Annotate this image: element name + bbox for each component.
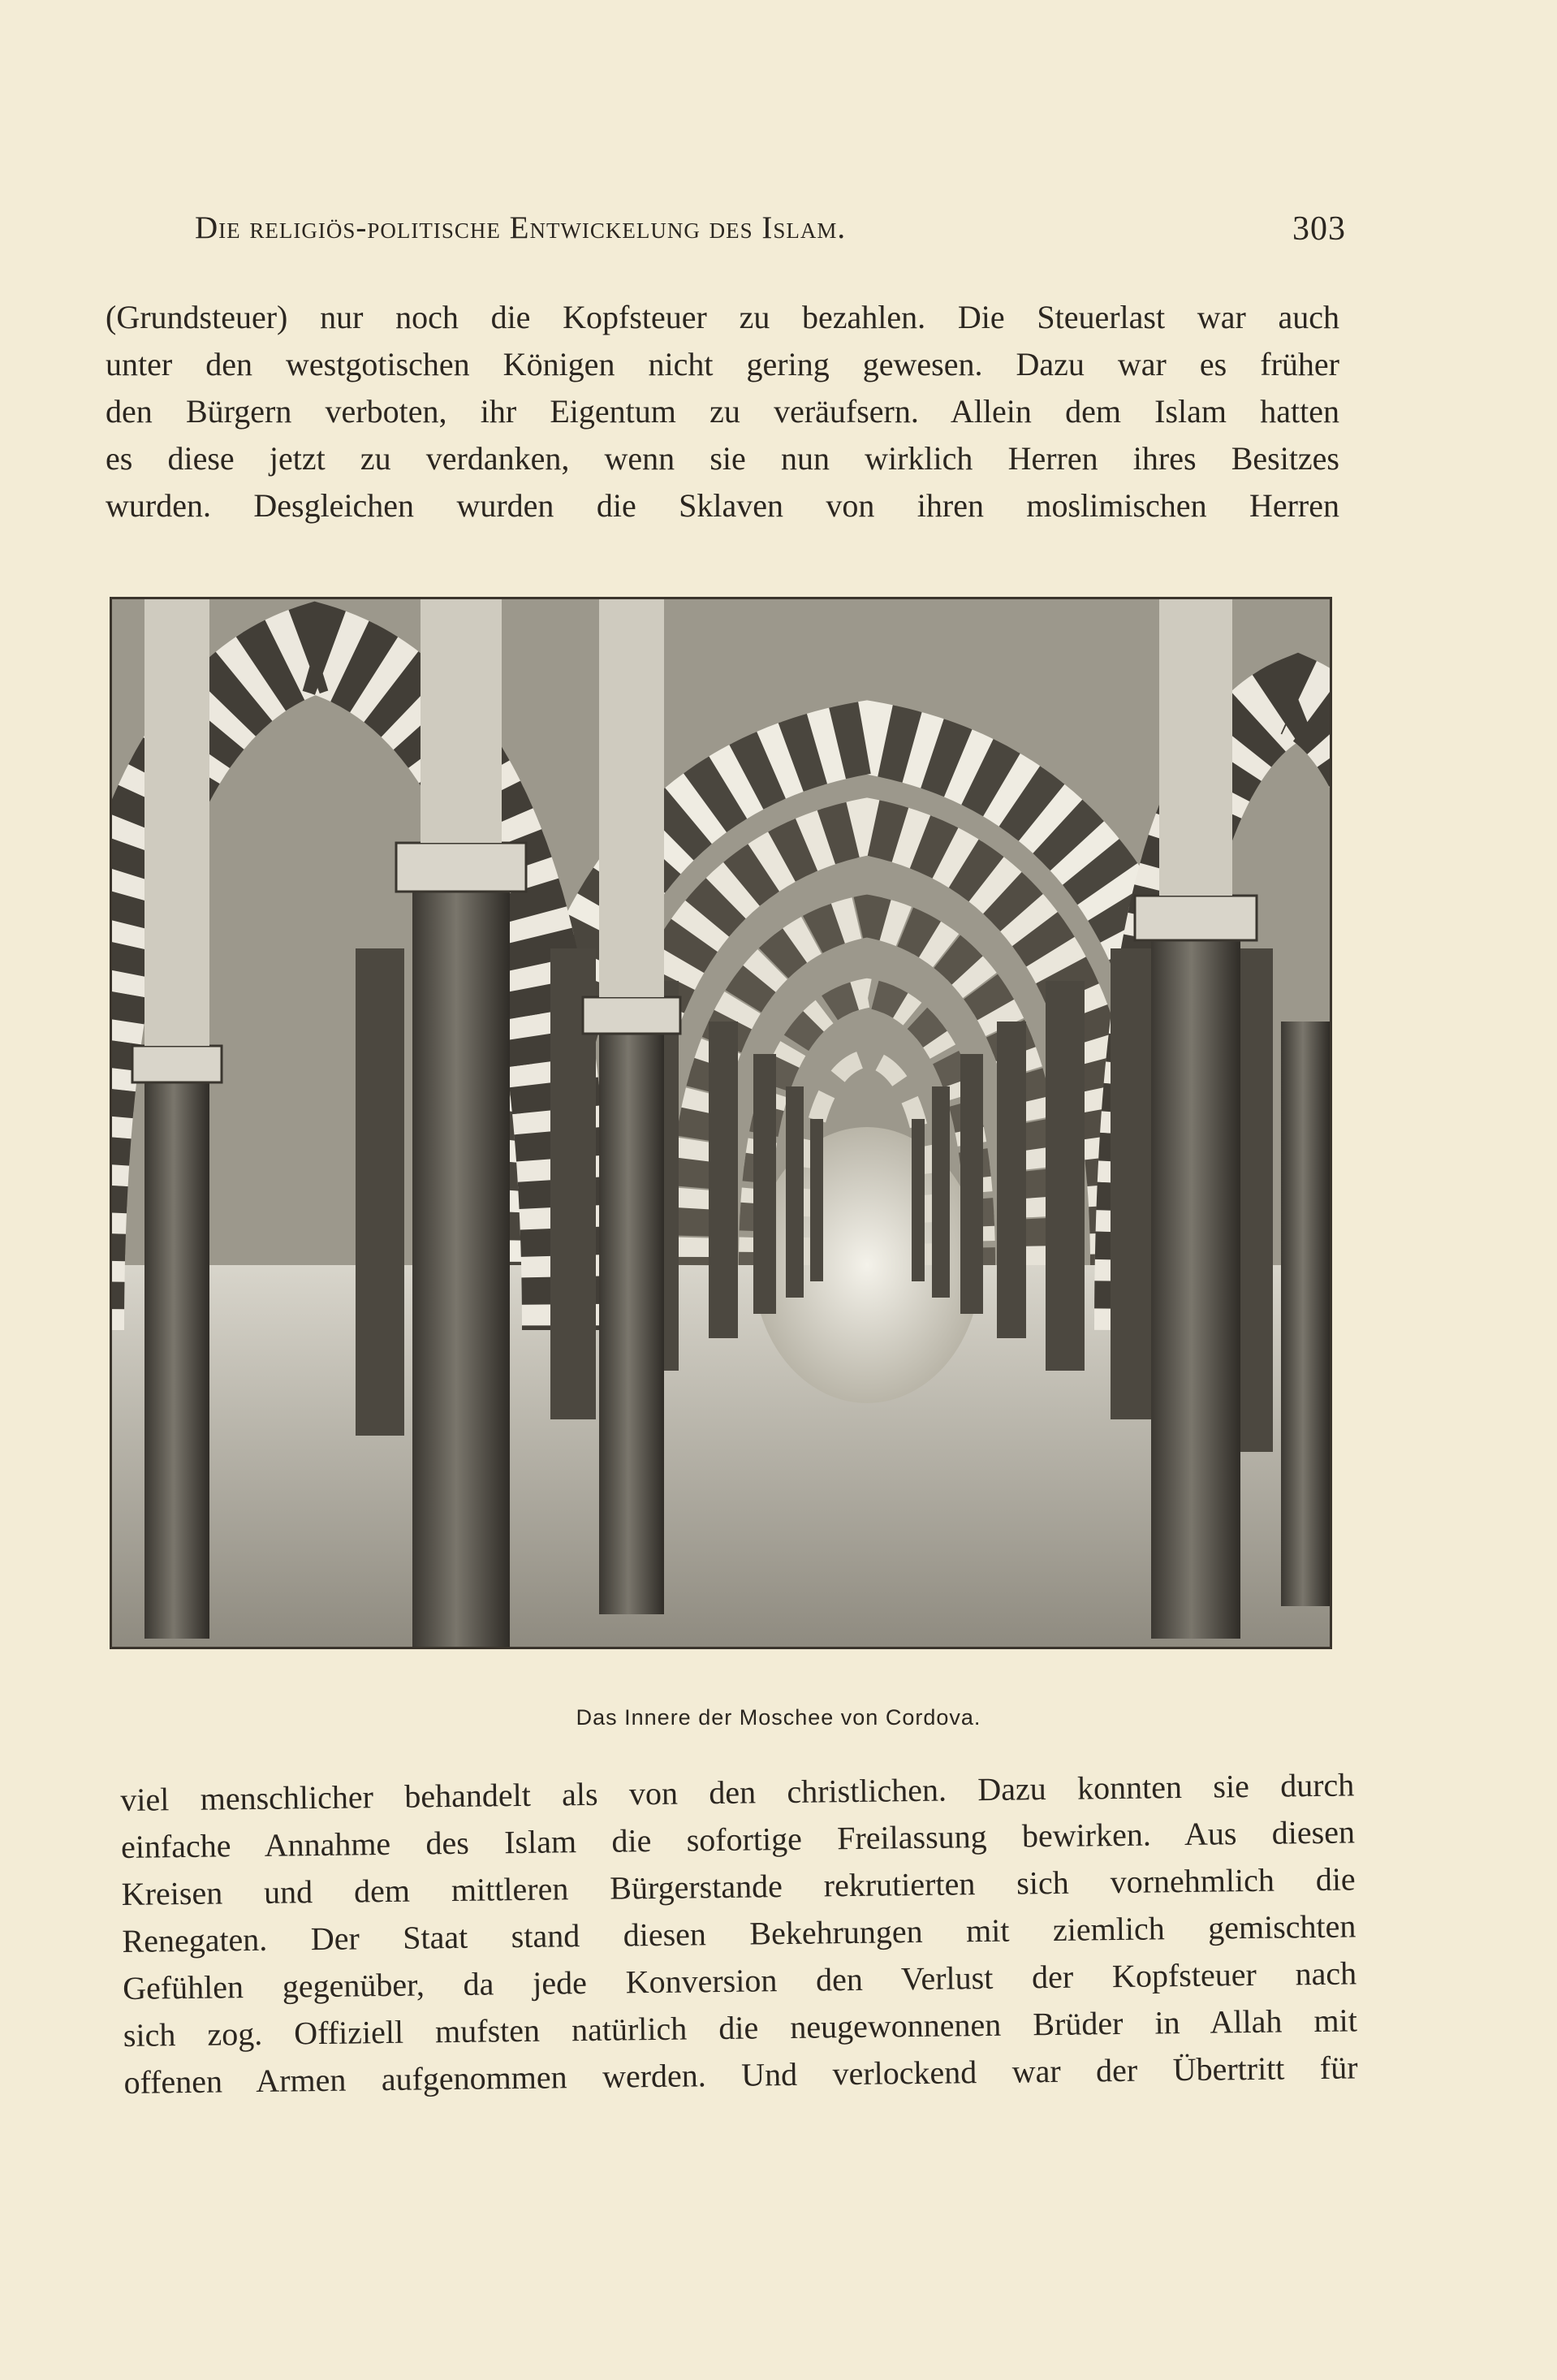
mosque-illustration [112, 599, 1330, 1647]
page-number: 303 [1292, 210, 1346, 248]
paragraph-bottom [120, 1761, 1358, 2106]
text-line: Gefühlen gegenüber, da jede Konversion den Verlust der Kopfsteuer nach [122, 1955, 1357, 2006]
paragraph-top [106, 294, 1339, 529]
text-line: (Grundsteuer) nur noch die Kopfsteuer zu bezahlen. Die Steuerlast war auch [106, 299, 1339, 335]
text-line: Kreisen und dem mittleren Bürgerstande rekrutierten sich vornehmlich die [121, 1860, 1356, 1912]
figure-caption: Das Innere der Moschee von Cordova. [576, 1705, 981, 1730]
text-line: unter den westgotischen Königen nicht gering gewesen. Dazu war es früher [106, 346, 1339, 382]
text-line: sich zog. Offiziell mufsten natürlich die neugewonnenen Brüder in Allah mit [123, 2002, 1358, 2054]
text-line: wurden. Desgleichen wurden die Sklaven von ihren moslimischen Herren [106, 487, 1339, 524]
mosque-interior-photo [110, 597, 1332, 1649]
text-line: es diese jetzt zu verdanken, wenn sie nun wirklich Herren ihres Besitzes [106, 440, 1339, 477]
text-line: einfache Annahme des Islam die sofortige Freilassung bewirken. Aus diesen [120, 1813, 1356, 1865]
text-line: viel menschlicher behandelt als von den christlichen. Dazu konnten sie durch [120, 1766, 1355, 1818]
running-title: Die religiös-politische Entwickelung des Islam. [195, 210, 847, 245]
text-line: Renegaten. Der Staat stand diesen Bekehrungen mit ziemlich gemischten [122, 1907, 1356, 1959]
text-line: offenen Armen aufgenommen werden. Und verlockend war der Übertritt für [123, 2049, 1358, 2101]
text-line: den Bürgern verboten, ihr Eigentum zu veräufsern. Allein dem Islam hatten [106, 393, 1339, 430]
